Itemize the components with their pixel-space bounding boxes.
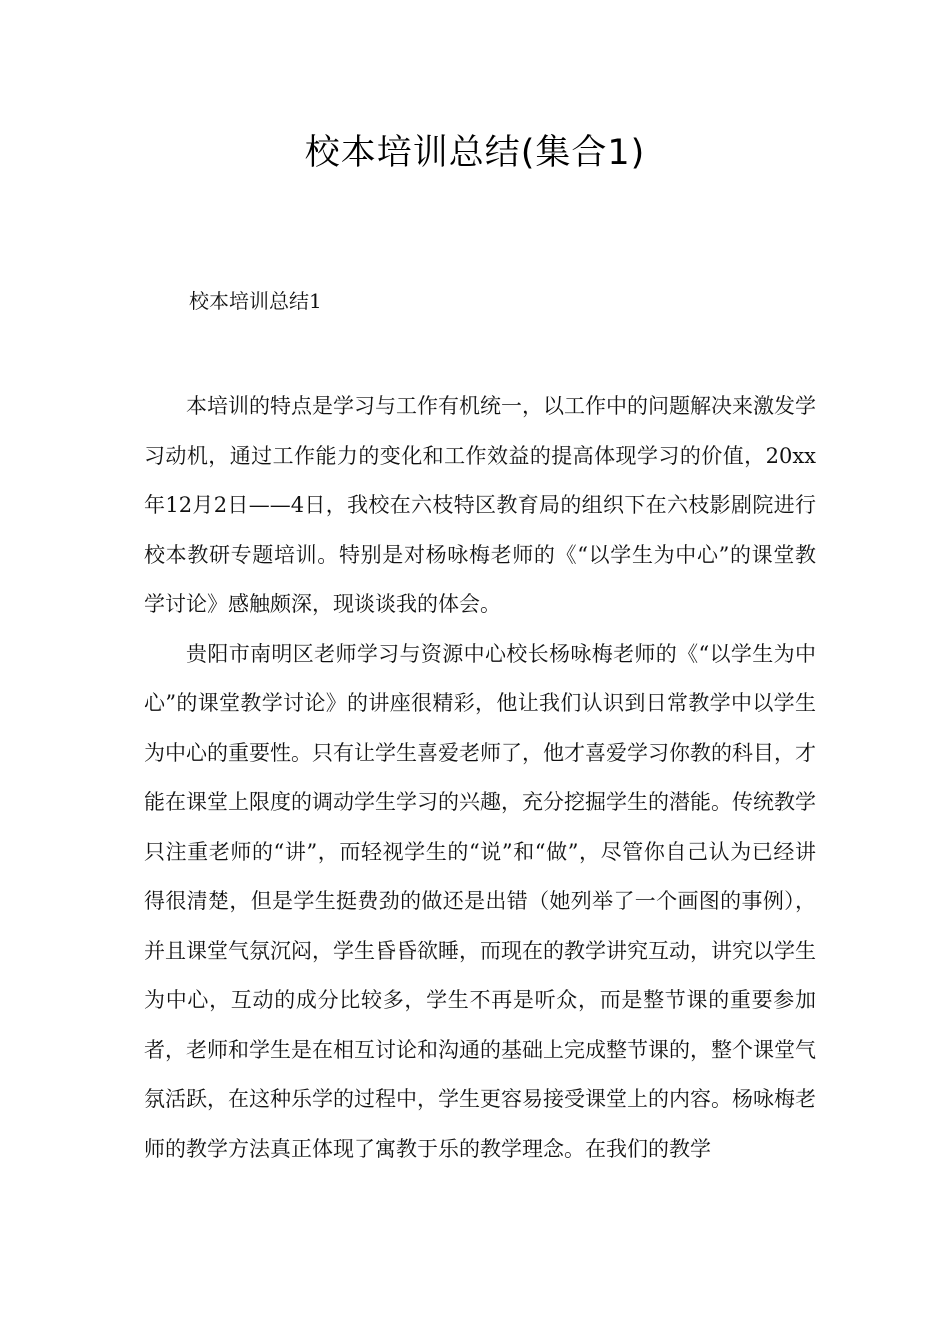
document-title: 校本培训总结(集合1) <box>304 133 646 173</box>
document-body <box>144 382 816 1174</box>
section-heading: 校本培训总结1 <box>189 289 322 313</box>
paragraph: 本培训的特点是学习与工作有机统一，以工作中的问题解决来激发学习动机，通过工作能力的变化和工作效益的提高体现学习的价值，20xx年12月2日——4日，我校在六枝特区教育局的组织下在六枝影剧院进行校本教研专题培训。特别是对杨咏梅老师的《“以学生为中心”的课堂教学讨论》感触颇深，现谈谈我的体会。 <box>144 394 816 616</box>
paragraph: 贵阳市南明区老师学习与资源中心校长杨咏梅老师的《“以学生为中心”的课堂教学讨论》的讲座很精彩，他让我们认识到日常教学中以学生为中心的重要性。只有让学生喜爱老师了，他才喜爱学习你教的科目，才能在课堂上限度的调动学生学习的兴趣，充分挖掘学生的潜能。传统教学只注重老师的“讲”，而轻视学生的“说”和“做”，尽管你自己认为已经讲得很清楚，但是学生挺费劲的做还是出错（她列举了一个画图的事例），并且课堂气氛沉闷，学生昏昏欲睡，而现在的教学讲究互动，讲究以学生为中心，互动的成分比较多，学生不再是听众，而是整节课的重要参加者，老师和学生是在相互讨论和沟通的基础上完成整节课的，整个课堂气氛活跃，在这种乐学的过程中，学生更容易接受课堂上的内容。杨咏梅老师的教学方法真正体现了寓教于乐的教学理念。在我们的教学 <box>144 641 816 1161</box>
